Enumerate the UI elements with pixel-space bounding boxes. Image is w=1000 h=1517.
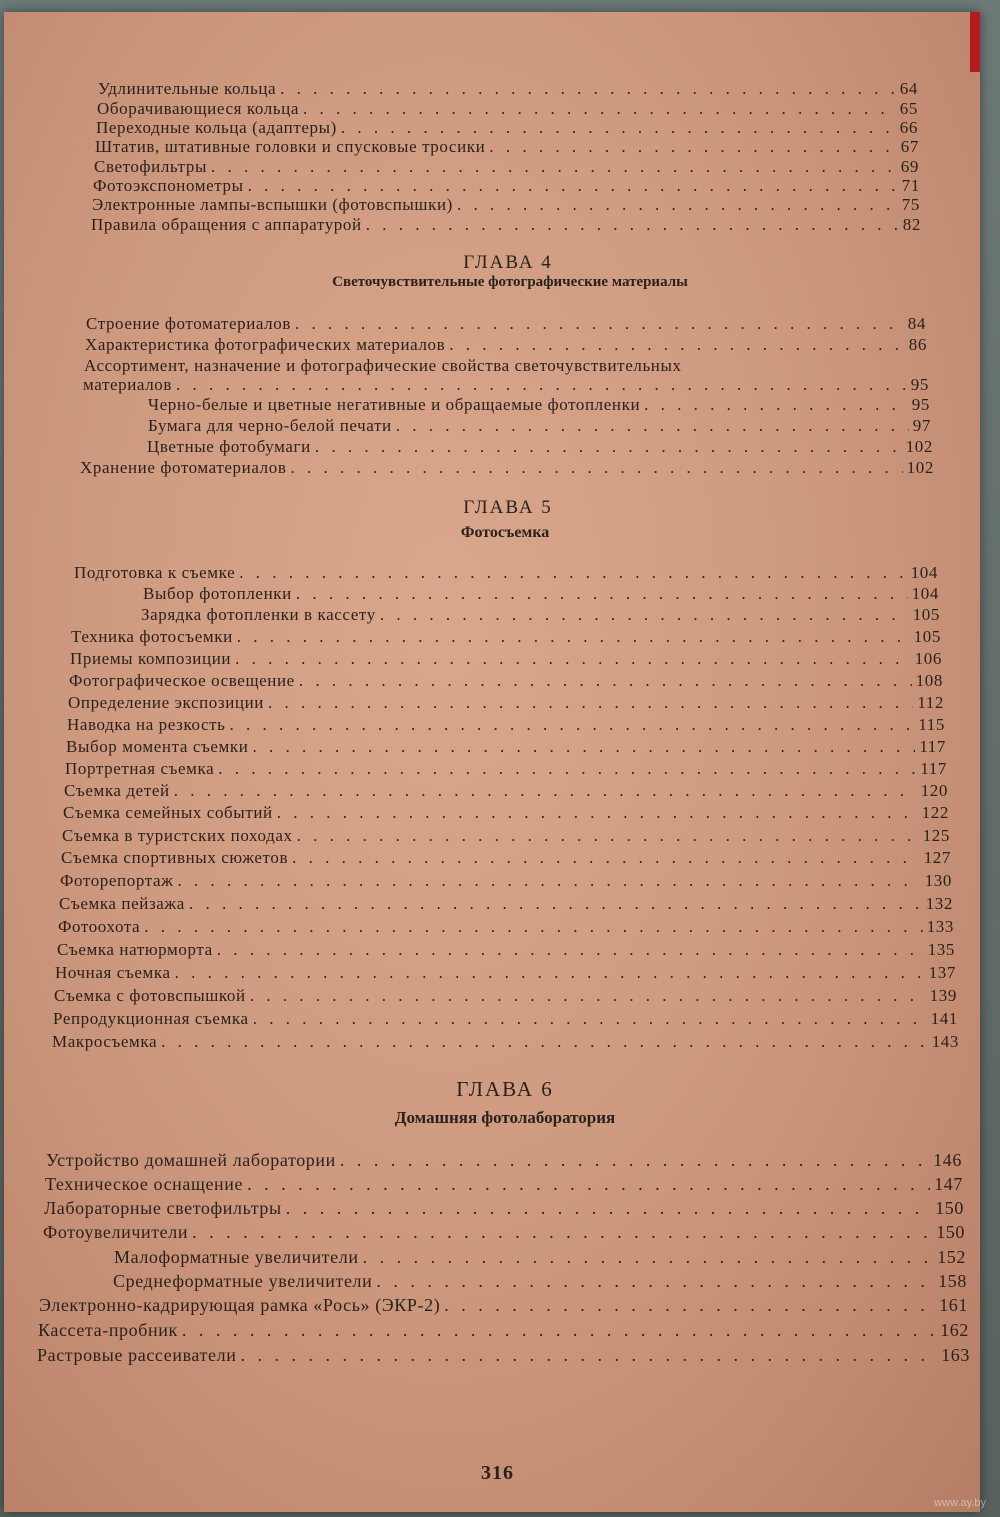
toc-entry-title: Определение экспозиции [68,693,264,712]
leader-dots [644,396,908,413]
chapter-label: ГЛАВА 6 [456,1077,554,1101]
toc-entry-page: 143 [931,1032,959,1051]
toc-entry-page: 104 [910,563,938,582]
toc-entry [74,564,938,581]
toc-entry-page: 104 [911,584,939,603]
toc-entry-title: Фоторепортаж [60,871,174,890]
toc-entry-title: Фотоэкспонометры [93,176,244,195]
leader-dots [237,628,910,645]
toc-entry-title: Техническое оснащение [45,1174,244,1194]
toc-entry-page: 71 [901,176,920,195]
toc-entry-page: 130 [924,871,952,890]
toc-entry [66,738,946,755]
toc-entry-title: Репродукционная съемка [53,1009,249,1028]
toc-entry-page: 69 [900,157,919,176]
toc-entry-page: 158 [938,1271,967,1291]
toc-entry-title: Техника фотосъемки [71,627,233,646]
toc-entry-title: Съемка спортивных сюжетов [61,848,289,867]
leader-dots [176,376,907,393]
toc-entry-title: Электронно-кадрирующая рамка «Рось» (ЭКР-2) [39,1295,441,1315]
toc-entry [68,694,944,711]
leader-dots [248,177,898,194]
toc-entry-title: Фотоувеличители [43,1222,189,1242]
toc-entry-page: 102 [905,437,933,456]
toc-entry-title: Оборачивающиеся кольца [97,99,300,118]
toc-entry-page: 115 [918,715,945,734]
leader-dots [268,694,913,711]
toc-entry-title: Устройство домашней лаборатории [46,1150,336,1170]
toc-entry-title: Выбор фотопленки [143,584,292,603]
toc-entry-page: 105 [913,627,941,646]
leader-dots [290,459,902,476]
toc-entry-page: 67 [900,137,919,156]
toc-entry-page: 117 [919,737,946,756]
toc-entry-sub [148,417,931,434]
toc-entry [64,782,948,799]
toc-entry [53,1010,958,1027]
leader-dots [247,1175,930,1193]
toc-entry-title-line: Ассортимент, назначение и фотографические свойства светочувствительных [84,356,682,375]
toc-entry [80,459,934,476]
toc-entry-title: материалов [83,375,173,394]
toc-entry [60,872,952,889]
toc-entry-title: Ночная съемка [55,963,171,982]
toc-entry [46,1151,962,1169]
toc-entry-page: 152 [937,1247,966,1267]
toc-entry [67,716,945,733]
toc-entry-page: 102 [906,458,934,477]
toc-entry-page: 141 [930,1009,958,1028]
toc-entry [43,1223,965,1241]
leader-dots [376,1272,934,1290]
toc-entry-title: Наводка на резкость [67,715,226,734]
toc-entry-title: Характеристика фотографических материалов [85,335,446,354]
toc-entry-title: Штатив, штативные головки и спусковые тросики [95,137,486,156]
leader-dots [363,1248,934,1266]
leader-dots [366,216,899,233]
leader-dots [192,1223,932,1241]
toc-entry-title: Растровые рассеиватели [37,1345,237,1365]
toc-entry-page: 86 [908,335,927,354]
toc-entry-sub [147,438,933,455]
toc-entry-title: Съемка детей [64,781,170,800]
toc-entry [62,827,950,844]
leader-dots [144,918,922,935]
toc-entry [38,1321,969,1339]
toc-entry-title: Среднеформатные увеличители [113,1271,373,1291]
toc-entry-page: 108 [915,671,943,690]
leader-dots [189,895,922,912]
toc-entry [69,672,943,689]
toc-entry-page: 122 [921,803,949,822]
leader-dots [444,1296,935,1314]
toc-entry [98,80,918,97]
toc-entry [93,177,920,194]
toc-entry-title: Выбор момента съемки [66,737,249,756]
toc-entry [85,336,927,353]
toc-entry-sub [114,1248,966,1266]
leader-dots [380,606,909,623]
toc-entry-title: Правила обращения с аппаратурой [91,215,362,234]
toc-entry [92,196,920,213]
toc-entry [61,849,951,866]
toc-entry-title: Съемка пейзажа [59,894,185,913]
toc-entry-page: 135 [927,940,955,959]
toc-entry [59,895,953,912]
toc-entry-title: Светофильтры [94,157,207,176]
toc-entry-title: Цветные фотобумаги [147,437,311,456]
toc-entry-title: Приемы композиции [70,649,232,668]
toc-entry-title: Фотографическое освещение [69,671,295,690]
toc-entry-title: Электронные лампы-вспышки (фотовспышки) [92,195,453,214]
toc-entry [39,1296,968,1314]
leader-dots [218,760,916,777]
toc-entry [65,760,947,777]
toc-entry-sub [148,396,930,413]
leader-dots [280,80,896,97]
toc-entry-page: 137 [928,963,956,982]
chapter-label: ГЛАВА 4 [463,252,553,273]
toc-entry [83,376,929,393]
toc-entry-page: 150 [936,1222,965,1242]
leader-dots [396,417,909,434]
toc-entry-sub [141,606,940,623]
toc-entry-title: Макросъемка [52,1032,158,1051]
leader-dots [296,585,908,602]
leader-dots [177,872,920,889]
toc-entry-title: Съемка в туристских походах [62,826,293,845]
toc-entry-title: Портретная съемка [65,759,215,778]
chapter-title: Домашняя фотолаборатория [394,1108,616,1127]
toc-entry-page: 162 [940,1320,969,1340]
toc-entry-page: 95 [911,395,930,414]
toc-entry [57,941,955,958]
toc-entry-page: 125 [922,826,950,845]
toc-entry-title: Малоформатные увеличители [114,1247,359,1267]
toc-entry-page: 147 [934,1174,963,1194]
toc-entry-page: 163 [941,1345,970,1365]
toc-entry-page: 106 [914,649,942,668]
toc-entry-page: 95 [910,375,929,394]
toc-entry-page: 66 [899,118,918,137]
toc-entry [44,1199,964,1217]
toc-entry-title: Хранение фотоматериалов [80,458,287,477]
leader-dots [303,100,896,117]
toc-entry-sub [113,1272,967,1290]
toc-entry-title: Съемка натюрморта [57,940,213,959]
toc-entry-page: 84 [907,314,926,333]
leader-dots [240,1346,937,1364]
toc-entry [95,138,919,155]
leader-dots [292,849,920,866]
leader-dots [295,315,904,332]
leader-dots [211,158,897,175]
leader-dots [340,1151,929,1169]
toc-entry-title: Бумага для черно-белой печати [148,416,392,435]
toc-entry-page: 132 [925,894,953,913]
toc-entry-title: Зарядка фотопленки в кассету [141,605,376,624]
toc-entry-title: Съемка с фотовспышкой [54,986,246,1005]
leader-dots [230,716,915,733]
toc-entry-title: Строение фотоматериалов [86,314,291,333]
leader-dots [239,564,906,581]
toc-entry-title: Черно-белые и цветные негативные и обращаемые фотопленки [148,395,641,414]
toc-entry [37,1346,970,1364]
chapter-label: ГЛАВА 5 [463,497,553,518]
leader-dots [235,650,911,667]
leader-dots [217,941,924,958]
leader-dots [299,672,912,689]
toc-entry [58,918,954,935]
leader-dots [489,138,896,155]
toc-entry [55,964,956,981]
toc-entry-page: 82 [902,215,921,234]
leader-dots [286,1199,931,1217]
page-number: 316 [481,1462,514,1484]
toc-entry-title: Переходные кольца (адаптеры) [96,118,337,137]
chapter-title: Светочувствительные фотографические материалы [332,274,688,290]
toc-entry-page: 65 [899,99,918,118]
leader-dots [175,964,925,981]
leader-dots [277,804,918,821]
toc-entry-page: 139 [929,986,957,1005]
toc-entry-page: 127 [923,848,951,867]
toc-entry-page: 112 [917,693,944,712]
toc-entry-page: 64 [899,79,918,98]
toc-entry [94,158,919,175]
toc-entry-title: Кассета-пробник [38,1320,178,1340]
toc-entry-title: Удлинительные кольца [98,79,277,98]
toc-entry [97,100,918,117]
toc-entry-title: Подготовка к съемке [74,563,236,582]
toc-entry [52,1033,959,1050]
toc-entry-page: 133 [926,917,954,936]
toc-entry [96,119,918,136]
toc-entry [63,804,949,821]
leader-dots [250,987,926,1004]
toc-entry [71,628,941,645]
leader-dots [449,336,905,353]
toc-entry-title: Лабораторные светофильтры [44,1198,282,1218]
toc-entry-title: Съемка семейных событий [63,803,273,822]
chapter-title: Фотосъемка [460,524,550,541]
toc-entry-page: 75 [901,195,920,214]
toc-entry-page: 105 [912,605,940,624]
leader-dots [297,827,919,844]
toc-entry [70,650,942,667]
toc-entry-page: 97 [912,416,931,435]
leader-dots [252,738,915,755]
toc-entry [45,1175,963,1193]
toc-entry-page: 146 [933,1150,962,1170]
leader-dots [341,119,896,136]
toc-entry-page: 161 [939,1295,968,1315]
toc-entry-title: Фотоохота [58,917,141,936]
toc-entry-sub [143,585,939,602]
leader-dots [253,1010,927,1027]
toc-entry [86,315,926,332]
toc-entry-page: 150 [935,1198,964,1218]
page-edge-bookmark [970,12,980,72]
toc-entry-page: 120 [920,781,948,800]
leader-dots [457,196,898,213]
leader-dots [182,1321,936,1339]
leader-dots [161,1033,928,1050]
toc-entry-page: 117 [920,759,947,778]
leader-dots [174,782,917,799]
toc-entry [54,987,957,1004]
watermark: www.ay.by [934,1497,986,1509]
leader-dots [315,438,902,455]
toc-entry [91,216,921,233]
